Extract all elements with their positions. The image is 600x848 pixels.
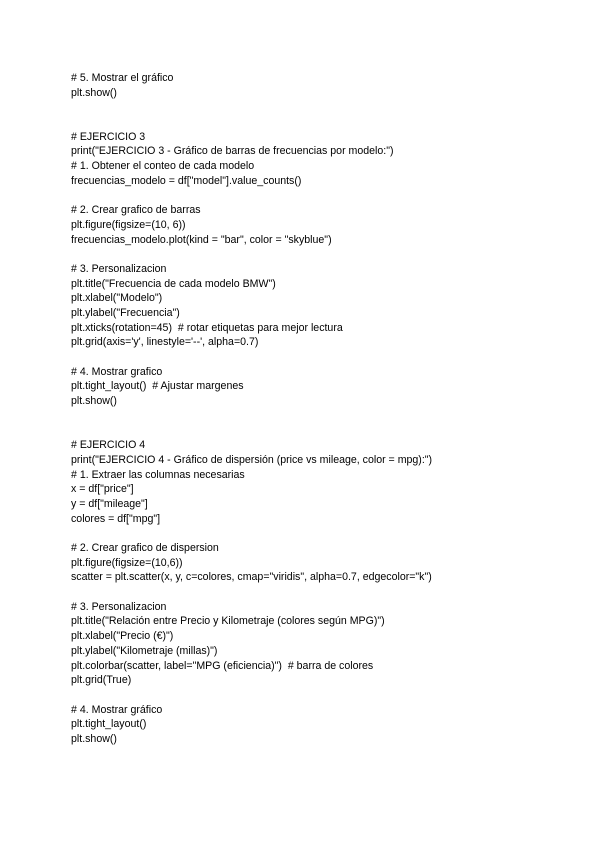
code-line: frecuencias_modelo.plot(kind = "bar", color = "skyblue") (71, 233, 332, 246)
code-line: plt.show() (71, 732, 117, 745)
code-line: x = df["price"] (71, 483, 134, 496)
code-line: # 5. Mostrar el gráfico (71, 72, 174, 84)
code-line: # 4. Mostrar grafico (71, 365, 163, 378)
blank-line (71, 350, 571, 365)
code-line: # 3. Personalizacion (71, 262, 167, 275)
code-line: y = df["mileage"] (71, 497, 148, 510)
code-line: plt.title("Relación entre Precio y Kilometraje (colores según MPG)") (71, 615, 385, 628)
blank-line (71, 247, 571, 262)
code-line: # 3. Personalizacion (71, 600, 167, 613)
blank-line (71, 189, 571, 204)
code-line: plt.tight_layout() # Ajustar margenes (71, 380, 244, 393)
code-listing (71, 71, 571, 747)
code-line: plt.ylabel("Kilometraje (millas)") (71, 644, 218, 657)
code-line: plt.tight_layout() (71, 718, 147, 731)
code-line: # EJERCICIO 4 (71, 439, 146, 452)
code-line: plt.grid(axis='y', linestyle='--', alpha=0.7) (71, 336, 259, 349)
code-line: # 1. Obtener el conteo de cada modelo (71, 160, 255, 173)
blank-line (71, 688, 571, 703)
blank-line (71, 100, 571, 115)
code-line: plt.show() (71, 395, 117, 408)
blank-line (71, 424, 571, 439)
blank-line (71, 526, 571, 541)
code-line: plt.xlabel("Precio (€)") (71, 630, 174, 643)
code-line: plt.figure(figsize=(10, 6)) (71, 218, 186, 231)
code-line: # 2. Crear grafico de dispersion (71, 542, 219, 554)
blank-line (71, 585, 571, 600)
code-line: plt.title("Frecuencia de cada modelo BMW") (71, 277, 276, 290)
code-line: plt.xlabel("Modelo") (71, 292, 163, 305)
code-line: frecuencias_modelo = df["model"].value_counts() (71, 174, 302, 187)
code-line: scatter = plt.scatter(x, y, c=colores, cmap="viridis", alpha=0.7, edgecolor="k") (71, 571, 432, 584)
code-line: # 1. Extraer las columnas necesarias (71, 468, 245, 481)
code-line: plt.show() (71, 86, 117, 99)
blank-line (71, 115, 571, 130)
code-line: print("EJERCICIO 3 - Gráfico de barras de frecuencias por modelo:") (71, 145, 394, 158)
code-line: print("EJERCICIO 4 - Gráfico de dispersión (price vs mileage, color = mpg):") (71, 453, 433, 466)
code-line: # 4. Mostrar gráfico (71, 703, 163, 716)
code-line: plt.xticks(rotation=45) # rotar etiquetas para mejor lectura (71, 321, 343, 334)
blank-line (71, 409, 571, 424)
code-line: plt.grid(True) (71, 674, 132, 687)
code-line: # EJERCICIO 3 (71, 130, 146, 143)
code-line: plt.figure(figsize=(10,6)) (71, 556, 183, 569)
code-line: plt.ylabel("Frecuencia") (71, 307, 180, 319)
code-line: colores = df["mpg"] (71, 512, 161, 525)
code-line: plt.colorbar(scatter, label="MPG (eficiencia)") # barra de colores (71, 659, 374, 672)
code-line: # 2. Crear grafico de barras (71, 204, 201, 217)
